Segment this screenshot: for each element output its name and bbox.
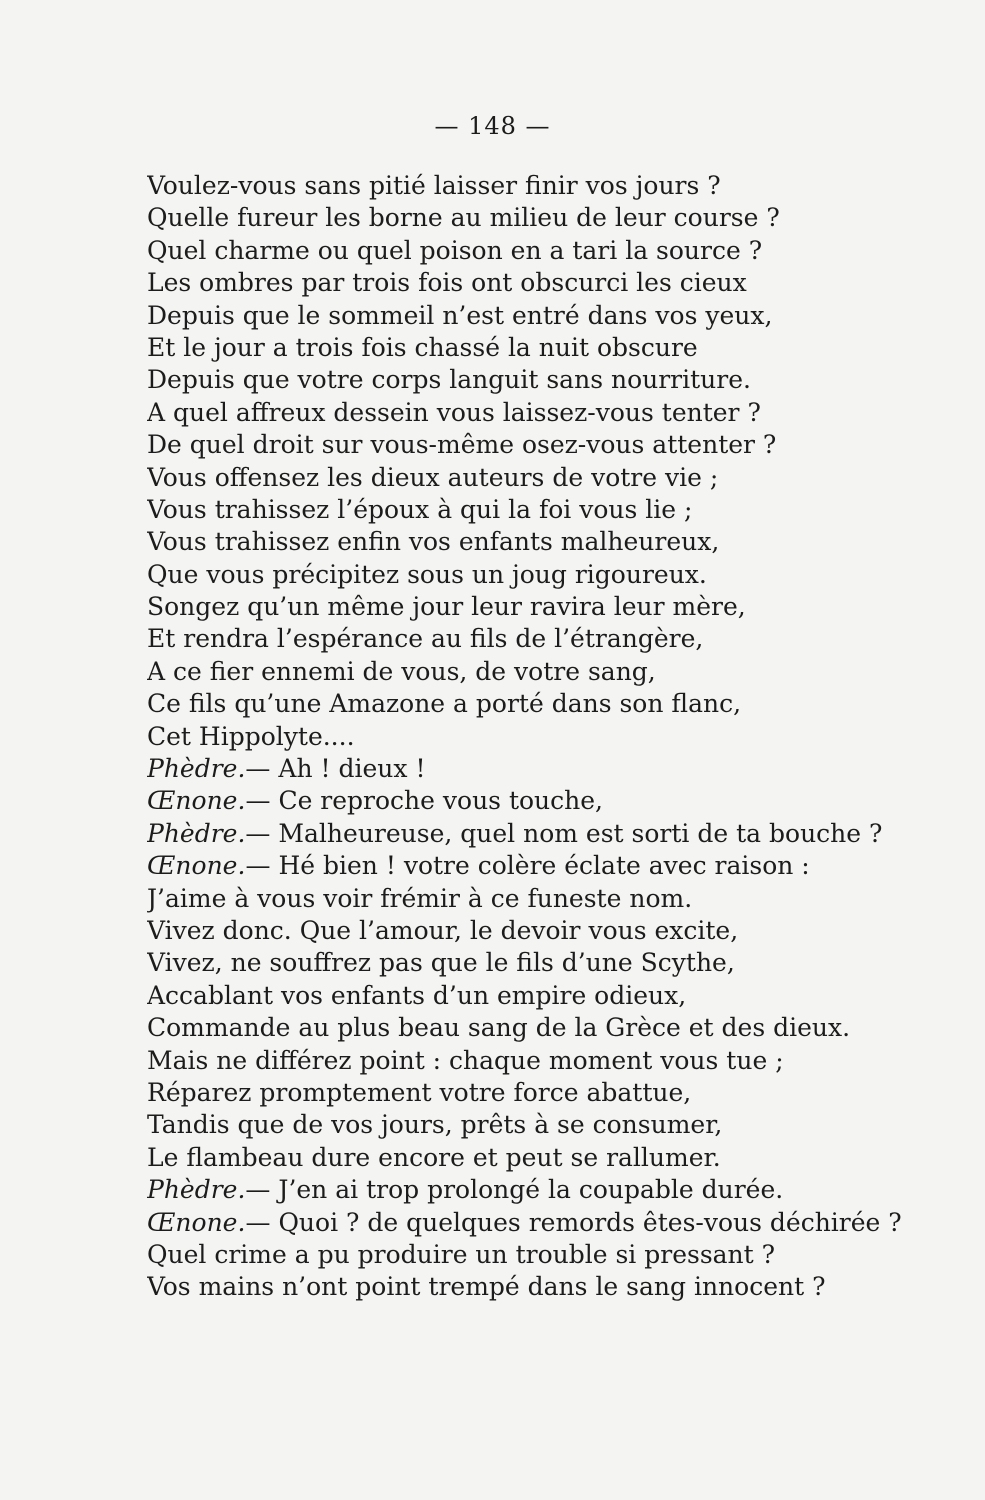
- verse-line-text: Malheureuse, quel nom est sorti de ta bouche ?: [278, 818, 883, 848]
- speaker-name: Œnone.: [147, 786, 246, 816]
- speaker-name: Œnone.: [147, 851, 246, 881]
- verse-line: [147, 462, 907, 494]
- verse-line: [147, 1077, 907, 1109]
- verse-line-text: Vivez donc. Que l’amour, le devoir vous excite,: [147, 915, 739, 945]
- verse-line: [147, 364, 907, 396]
- verse-line: [147, 1271, 907, 1303]
- verse-line: [147, 429, 907, 461]
- verse-line-text: Depuis que votre corps languit sans nourriture.: [147, 365, 751, 395]
- verse-line-text: Hé bien ! votre colère éclate avec raison :: [278, 851, 810, 881]
- verse-line-text: Cet Hippolyte....: [147, 721, 355, 751]
- verse-line-text: Quoi ? de quelques remords êtes-vous déchirée ?: [278, 1207, 902, 1237]
- verse-line: [147, 300, 907, 332]
- verse-text: [147, 170, 907, 1304]
- verse-line: [147, 559, 907, 591]
- page-number: — 148 —: [434, 112, 551, 140]
- verse-line: [147, 1012, 907, 1044]
- verse-line-text: A ce fier ennemi de vous, de votre sang,: [147, 656, 656, 686]
- verse-line-text: De quel droit sur vous-même osez-vous attenter ?: [147, 430, 777, 460]
- verse-line-text: J’aime à vous voir frémir à ce funeste nom.: [147, 883, 693, 913]
- verse-line: [147, 947, 907, 979]
- verse-line-text: Réparez promptement votre force abattue,: [147, 1077, 692, 1107]
- verse-line-text: Tandis que de vos jours, prêts à se consumer,: [147, 1110, 723, 1140]
- verse-line-text: Quel charme ou quel poison en a tari la source ?: [147, 235, 763, 265]
- speaker-name: Phèdre.: [147, 818, 246, 848]
- verse-line-text: J’en ai trop prolongé la coupable durée.: [278, 1175, 784, 1205]
- verse-line-text: A quel affreux dessein vous laissez-vous tenter ?: [147, 397, 761, 427]
- verse-line-text: Le flambeau dure encore et peut se rallumer.: [147, 1142, 721, 1172]
- verse-line: [147, 591, 907, 623]
- verse-line: [147, 850, 907, 882]
- verse-line: [147, 1109, 907, 1141]
- speaker-name: Phèdre.: [147, 1175, 246, 1205]
- verse-line-text: Et rendra l’espérance au fils de l’étrangère,: [147, 624, 704, 654]
- verse-line-text: Vos mains n’ont point trempé dans le sang innocent ?: [147, 1272, 826, 1302]
- verse-line: [147, 785, 907, 817]
- verse-line-text: Depuis que le sommeil n’est entré dans vos yeux,: [147, 300, 773, 330]
- verse-line-text: Les ombres par trois fois ont obscurci les cieux: [147, 268, 747, 298]
- verse-line: [147, 526, 907, 558]
- speaker-dash: —: [245, 851, 271, 881]
- verse-line-text: Voulez-vous sans pitié laisser finir vos jours ?: [147, 171, 721, 200]
- verse-line-text: Vous trahissez enfin vos enfants malheureux,: [147, 527, 720, 557]
- speaker-dash: —: [245, 1175, 271, 1205]
- verse-line-text: Que vous précipitez sous un joug rigoureux.: [147, 559, 707, 589]
- verse-line: [147, 753, 907, 785]
- verse-line: [147, 494, 907, 526]
- verse-line: [147, 267, 907, 299]
- verse-line-text: Ce fils qu’une Amazone a porté dans son flanc,: [147, 689, 742, 719]
- verse-line: [147, 721, 907, 753]
- verse-line: [147, 980, 907, 1012]
- verse-line: [147, 915, 907, 947]
- verse-line: [147, 202, 907, 234]
- verse-line-text: Songez qu’un même jour leur ravira leur mère,: [147, 592, 746, 622]
- verse-line-text: Vivez, ne souffrez pas que le fils d’une Scythe,: [147, 948, 735, 978]
- verse-line: [147, 656, 907, 688]
- speaker-dash: —: [245, 818, 271, 848]
- verse-line: [147, 332, 907, 364]
- verse-line: [147, 1207, 907, 1239]
- verse-line-text: Vous offensez les dieux auteurs de votre vie ;: [147, 462, 719, 492]
- verse-line: [147, 1239, 907, 1271]
- verse-line-text: Et le jour a trois fois chassé la nuit obscure: [147, 332, 698, 362]
- speaker-dash: —: [245, 786, 271, 816]
- verse-line: [147, 1174, 907, 1206]
- speaker-name: Œnone.: [147, 1207, 246, 1237]
- verse-line-text: Quel crime a pu produire un trouble si pressant ?: [147, 1239, 776, 1269]
- verse-line: [147, 170, 907, 202]
- verse-line-text: Ah ! dieux !: [278, 754, 426, 784]
- verse-line: [147, 397, 907, 429]
- verse-line-text: Quelle fureur les borne au milieu de leur course ?: [147, 203, 780, 233]
- speaker-dash: —: [245, 754, 271, 784]
- verse-line: [147, 818, 907, 850]
- verse-line: [147, 623, 907, 655]
- verse-line-text: Accablant vos enfants d’un empire odieux,: [147, 980, 687, 1010]
- verse-line: [147, 1142, 907, 1174]
- verse-line: [147, 688, 907, 720]
- verse-line-text: Ce reproche vous touche,: [278, 786, 603, 816]
- verse-line: [147, 235, 907, 267]
- speaker-name: Phèdre.: [147, 754, 246, 784]
- verse-line-text: Mais ne différez point : chaque moment vous tue ;: [147, 1045, 784, 1075]
- verse-line-text: Vous trahissez l’époux à qui la foi vous lie ;: [147, 494, 693, 524]
- verse-line: [147, 1045, 907, 1077]
- verse-line: [147, 883, 907, 915]
- verse-line-text: Commande au plus beau sang de la Grèce et des dieux.: [147, 1013, 851, 1043]
- speaker-dash: —: [245, 1207, 271, 1237]
